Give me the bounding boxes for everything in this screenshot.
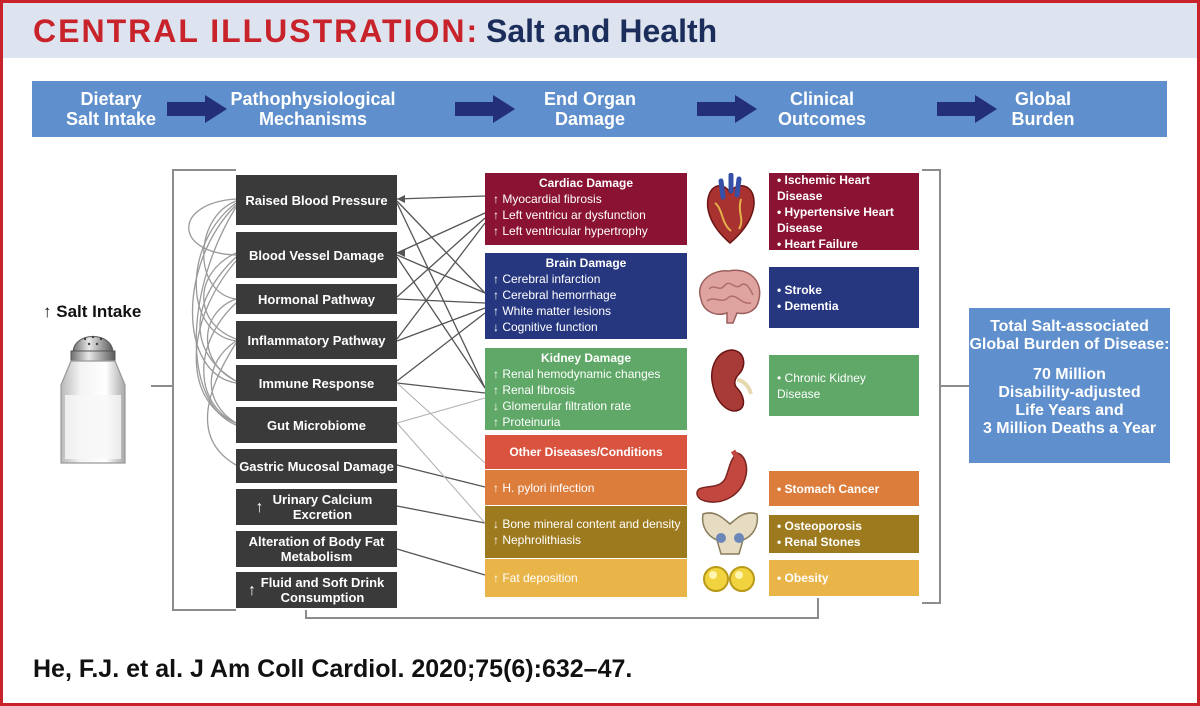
mechanism-blood-vessel-damage <box>236 232 397 278</box>
damage-item: ↑ Proteinuria <box>493 415 561 429</box>
up-arrow-icon: ↑ <box>43 302 52 321</box>
damage-item: ↑ Left ventricu ar dysfunction <box>493 208 646 222</box>
mechanism-raised-blood-pressure <box>236 175 397 225</box>
flow-step-line: End Organ <box>543 89 636 109</box>
global-burden-box <box>969 308 1170 463</box>
kidney-damage-box <box>485 348 687 430</box>
brain-damage-box <box>485 253 687 339</box>
damage-item: H. pylori infection <box>502 480 595 495</box>
up-arrow-icon: ↑ <box>493 480 499 495</box>
burden-line: Global Burden of Disease: <box>969 336 1170 353</box>
outcome-item: • Heart Failure <box>777 236 858 251</box>
flow-step-line: Global <box>1014 89 1071 109</box>
burden-line: Disability-adjusted <box>998 384 1141 401</box>
outcome-item: • Chronic Kidney Disease <box>777 370 866 401</box>
heart-icon <box>701 173 759 245</box>
mechanism-label: Blood Vessel Damage <box>248 247 385 263</box>
fat-outcomes-box <box>769 560 919 596</box>
burden-line: 70 Million <box>1033 366 1106 383</box>
flow-step-line: Clinical <box>789 89 855 109</box>
brain-outcomes-box <box>769 267 919 328</box>
brain-damage-title: Brain Damage <box>545 256 627 270</box>
damage-item: ↑ White matter lesions <box>493 304 612 318</box>
mechanism-inflammatory-pathway <box>236 321 397 359</box>
mechanism-urinary-calcium-excretion <box>236 489 397 525</box>
mechanism-gastric-mucosal-damage <box>236 449 397 483</box>
mechanism-label: Inflammatory Pathway <box>247 332 386 348</box>
flow-step-line: Salt Intake <box>65 109 157 129</box>
damage-item: ↓ Cognitive function <box>493 320 598 334</box>
salt-intake-text: Salt Intake <box>56 302 142 321</box>
up-arrow-icon: ↑ <box>255 498 264 516</box>
flow-step-line: Mechanisms <box>258 109 368 129</box>
flow-step-line: Pathophysiological <box>230 89 396 109</box>
mechanism-label: Alteration of Body Fat Metabolism <box>248 534 385 564</box>
cardiac-outcomes-box <box>769 173 919 250</box>
damage-item: ↑ Renal hemodynamic changes <box>493 367 661 381</box>
cardiac-damage-title: Cardiac Damage <box>538 176 634 190</box>
mechanism-label: Gut Microbiome <box>267 417 366 433</box>
flow-step-line: Damage <box>554 109 626 129</box>
flow-step-line: Dietary <box>80 89 142 109</box>
damage-item: ↑ Cerebral infarction <box>493 272 601 286</box>
bone-kidney-box <box>485 506 687 558</box>
other-diseases-box <box>485 435 687 469</box>
mechanism-immune-response <box>236 365 397 401</box>
mechanism-label: Raised Blood Pressure <box>245 192 388 208</box>
mechanism-body-fat-metabolism <box>236 531 397 567</box>
hpylori-box <box>485 470 687 505</box>
stomach-outcomes-box <box>769 471 919 506</box>
flow-step-line: Burden <box>1011 109 1075 129</box>
burden-line: Life Years and <box>1015 402 1124 419</box>
citation: He, F.J. et al. J Am Coll Cardiol. 2020;75(6):632–47. <box>33 655 633 683</box>
outcome-item: • Stroke <box>777 282 822 297</box>
outcome-item: • Osteoporosis <box>777 519 862 533</box>
mechanism-hormonal-pathway <box>236 284 397 314</box>
kidney-damage-title: Kidney Damage <box>540 351 632 365</box>
damage-item: ↑ Nephrolithiasis <box>493 533 582 547</box>
cardiac-damage-box <box>485 173 687 245</box>
bone-outcomes-box <box>769 515 919 553</box>
damage-item: ↓ Bone mineral content and density <box>493 517 681 531</box>
brain-icon <box>693 265 765 327</box>
damage-item: ↑ Myocardial fibrosis <box>493 192 602 206</box>
outcome-item: • Hypertensive Heart Disease <box>777 204 894 235</box>
damage-item: ↑ Fat deposition <box>493 571 578 585</box>
outcome-item: • Obesity <box>777 571 829 585</box>
burden-line: 3 Million Deaths a Year <box>982 420 1157 437</box>
damage-item: ↑ Renal fibrosis <box>493 383 576 397</box>
damage-item: ↓ Glomerular filtration rate <box>493 399 632 413</box>
mechanism-fluid-soft-drink <box>236 572 397 608</box>
mechanism-label: Gastric Mucosal Damage <box>239 458 394 474</box>
title-suffix: Salt and Health <box>486 13 718 49</box>
pelvis-icon <box>699 508 761 558</box>
outcome-item: • Ischemic Heart Disease <box>777 172 870 203</box>
mechanism-label: Immune Response <box>258 375 375 391</box>
fat-cells-icon <box>701 563 757 595</box>
salt-shaker-icon <box>55 325 131 470</box>
stomach-icon <box>693 449 755 507</box>
other-diseases-title: Other Diseases/Conditions <box>509 445 663 459</box>
mechanism-label: Hormonal Pathway <box>257 291 376 307</box>
fat-box <box>485 559 687 597</box>
outcome-item: • Stomach Cancer <box>777 481 880 496</box>
salt-intake-label <box>43 302 141 322</box>
title-prefix: CENTRAL ILLUSTRATION: <box>33 13 480 49</box>
damage-item: ↑ Left ventricular hypertrophy <box>493 224 648 238</box>
flow-step-line: Outcomes <box>777 109 867 129</box>
kidney-icon <box>707 348 753 416</box>
outcome-item: • Dementia <box>777 298 839 313</box>
outcome-item: • Renal Stones <box>777 535 861 549</box>
mechanism-label: Fluid and Soft Drink Consumption <box>260 575 385 605</box>
kidney-outcomes-box <box>769 355 919 416</box>
damage-item: ↑ Cerebral hemorrhage <box>493 288 617 302</box>
up-arrow-icon: ↑ <box>248 581 256 599</box>
mechanism-gut-microbiome <box>236 407 397 443</box>
mechanism-label: Urinary Calcium Excretion <box>272 492 373 522</box>
burden-line: Total Salt-associated <box>990 318 1149 335</box>
